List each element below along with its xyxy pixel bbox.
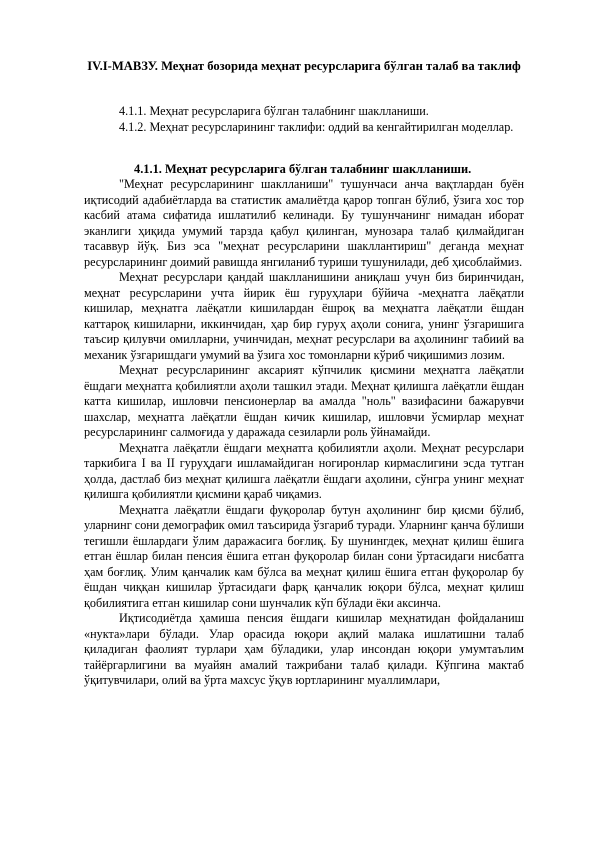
section-heading: 4.1.1. Меҳнат ресурсларига бўлган талабнинг шаклланиши. [134, 162, 472, 176]
paragraph-2: Меҳнат ресурслари қандай шаклланишини аниқлаш учун биз биринчидан, меҳнат ресурсларини учта йирик ёш гуруҳлари бўйича -меҳнатга лаёқатли кишилар, меҳнатга лаёқатли кишилардан ёшроқ ва меҳнатга лаёқатли ёшдан каттароқ кишиларни, иккинчидан, ҳар бир гуруҳ аҳоли сонига, унинг ўзгаришига таъсир қилувчи омилларни, учинчидан, меҳнат ресурслари ва аҳолининг табиий ва механик ўзгаришдаги умумий ва ўзига хос томонларни кўриб чиқишимиз лозим. [84, 270, 524, 362]
paragraph-1: "Меҳнат ресурсларининг шаклланиши" тушунчаси анча вақтлардан буён иқтисодий адабиётларда ва статистик амалиётда қарор топган бўлиб, ўзига хос тор касбий атама сифатида ишлатилиб келинади. Бу тушунчанинг нимадан иборат эканлиги ҳиқида умумий тарзда қабул қилинган, мунозара талаб қилмайдиган тасаввур йўқ. Биз эса "меҳнат ресурсларини шакллантириш" деганда меҳнат ресурсларининг доимий равишда янгиланиб туриши тушунилади, деб ҳисоблаймиз. [84, 177, 524, 269]
paragraph-4: Меҳнатга лаёқатли ёшдаги меҳнатга қобилиятли аҳоли. Меҳнат ресурслари таркибига I ва II гуруҳдаги ишламайдиган ногиронлар кирмаслигини эсда тутган ҳолда, дастлаб биз меҳнат қилишга лаёқатли ёшдаги аҳолини, сўнгра унинг меҳнат қилишга қобилиятли қисмини қараб чиқамиз. [84, 440, 524, 501]
section-body [84, 161, 524, 689]
toc-item-1 [84, 104, 524, 120]
page-title: IV.I-МАВЗУ. Меҳнат бозорида меҳнат ресурсларига бўлган талаб ва таклиф [87, 59, 521, 73]
toc-item-1-text: 4.1.1. Меҳнат ресурсларига бўлган талабнинг шаклланиши. [119, 104, 429, 118]
paragraph-6: Иқтисодиётда ҳамиша пенсия ёшдаги кишилар меҳнатидан фойдаланиш «нукта»лари бўлади. Улар орасида юқори ақлий малака ишлатишни талаб қиладиган фаолият турлари ҳам бўладики, улар инсондан юқори умумтаълим тайёргарлигини ва муайян амалий тажрибани талаб қилади. Кўпгина мактаб ўқитувчилари, олий ва ўрта махсус ўқув юртларининг муаллимлари, [84, 611, 524, 687]
paragraph-3: Меҳнат ресурсларининг аксарият кўпчилик қисмини меҳнатга лаёқатли ёшдаги меҳнатга қобилиятли аҳоли ташкил этади. Меҳнат қилишга лаёқатли ёшдан катта кишилар, ишловчи пенсионерлар ва амалда "ноль" вазифасини бажарувчи шахслар, меҳнатга лаёқатли ёшдан кичик кишилар, ишловчи ўсмирлар меҳнат ресурсларининг салмоғида у даражада сезиларли роль ўйнамайди. [84, 363, 524, 439]
toc-item-2 [84, 120, 524, 136]
paragraph-5: Меҳнатга лаёқатли ёшдаги фуқоролар бутун аҳолининг бир қисми бўлиб, уларнинг сони демографик омил таъсирида ўзгариб туради. Уларнинг қанча бўлиши тегишли ёшлардаги ўлим даражасига боғлиқ. Бу шунингдек, меҳнат қилиш ёшига етган ёшлар билан пенсия ёшига етган фуқоролар билан сони ўртасидаги нисбатга ҳам боғлиқ. Улим қанчалик кам бўлса ва меҳнат қилиш ёшига етган фуқоролар бу ёшдан чиққан кишилар ўртасидаги фарқ қанчалик юқори бўлса, меҳнат қилиш қобилиятига етган кишилар сони шунчалик кўп бўлади ёки аксинча. [84, 502, 524, 610]
toc-item-2-text: 4.1.2. Меҳнат ресурсларининг таклифи: оддий ва кенгайтирилган моделлар. [119, 120, 514, 134]
